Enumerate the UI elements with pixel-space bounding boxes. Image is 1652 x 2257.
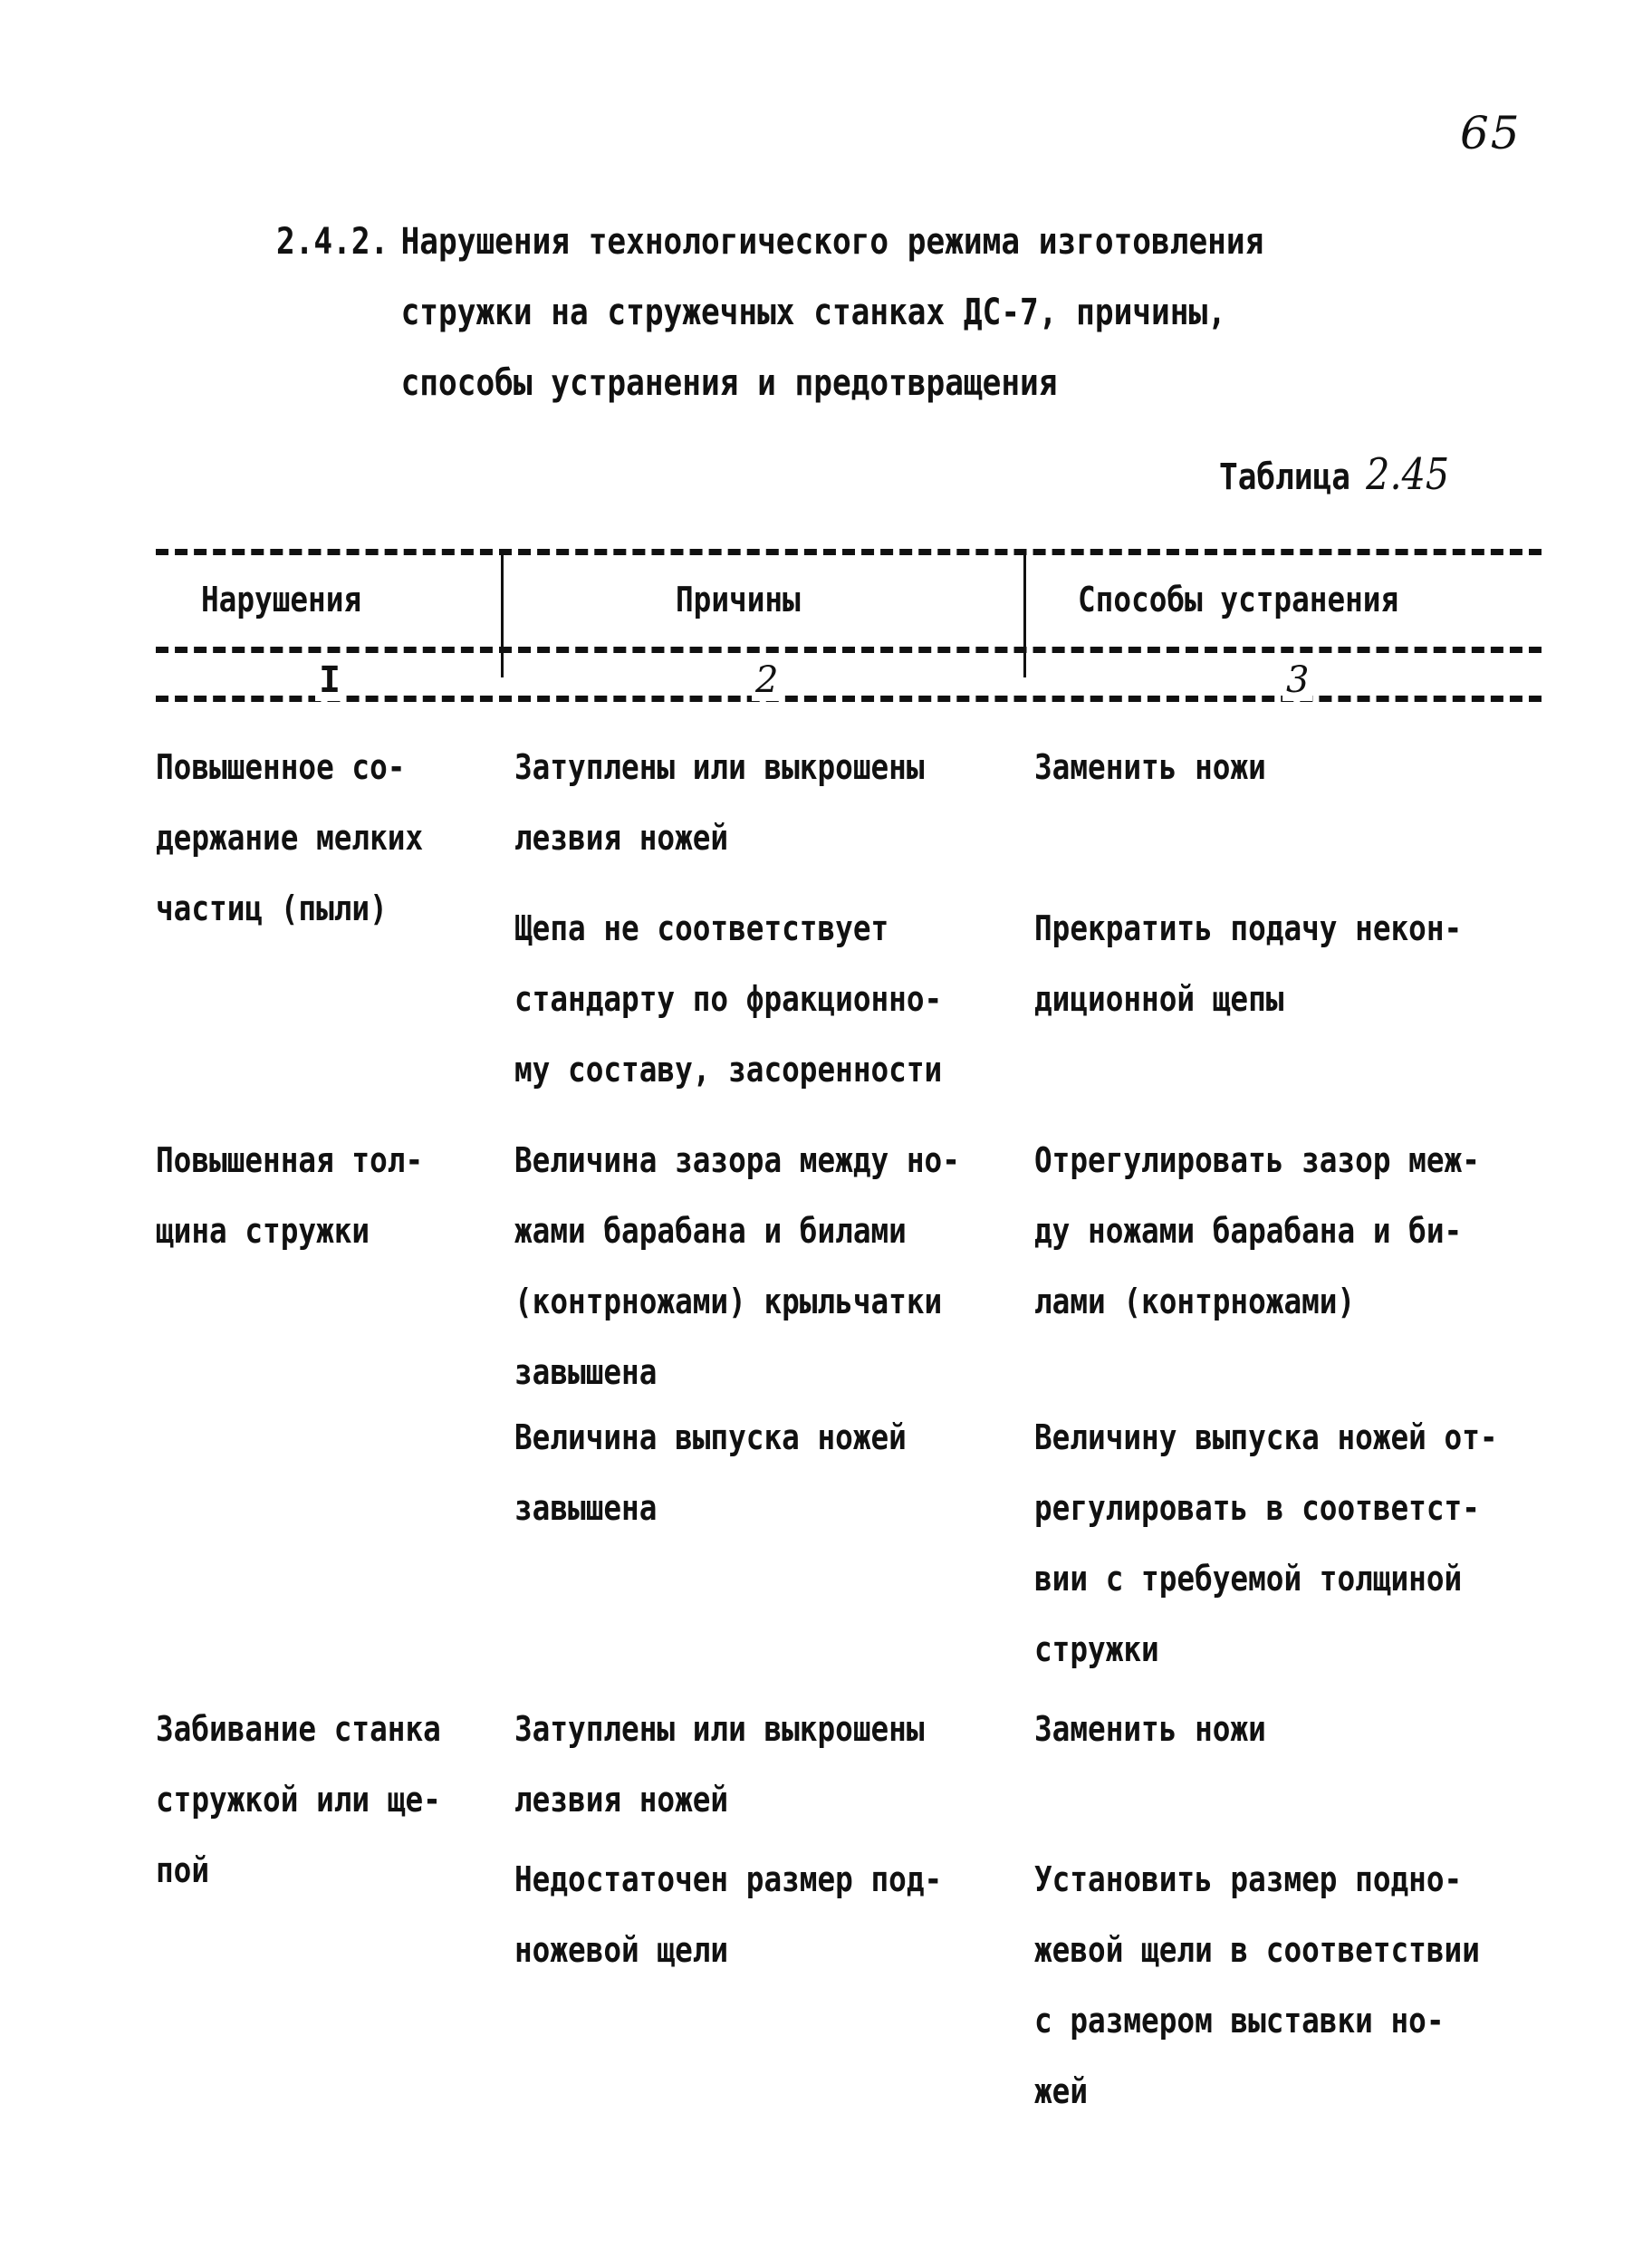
remedy-cell: Величину выпуска ножей от- регулировать в соответст- вии с требуемой толщиной стружки: [1034, 1417, 1498, 1669]
table-header-rule: [156, 647, 1542, 653]
table-number: 2.45: [1366, 449, 1450, 500]
table-numbers-rule: [156, 696, 1542, 702]
cause-cell: Величина выпуска ножей завышена: [514, 1417, 907, 1528]
remedy-cell: Отрегулировать зазор меж- ду ножами барабана и би- лами (контрножами): [1034, 1140, 1480, 1321]
remedy-cell: Установить размер подно- жевой щели в соответствии с размером выставки но- жей: [1034, 1859, 1480, 2111]
remedy-cell: Прекратить подачу некон- диционной щепы: [1034, 908, 1463, 1019]
column-header-remedies: Способы устранения: [1078, 580, 1399, 619]
cause-cell: Затуплены или выкрошены лезвия ножей: [514, 747, 925, 858]
column-number-2: 2: [752, 659, 782, 701]
section-number: 2.4.2.: [276, 221, 389, 263]
table-top-rule: [156, 549, 1542, 555]
violation-cell: Повышенная тол- щина стружки: [156, 1140, 424, 1251]
cause-cell: Щепа не соответствует стандарту по фракционно- му составу, засоренности: [514, 908, 943, 1090]
cause-cell: Недостаточен размер под- ножевой щели: [514, 1859, 943, 1970]
column-separator-2: [1023, 551, 1026, 677]
heading-line-3: способы устранения и предотвращения: [400, 362, 1058, 404]
violation-cell: Повышенное со- держание мелких частиц (пыли): [156, 747, 424, 928]
column-number-1: I: [315, 659, 344, 701]
heading-line-2: стружки на стружечных станках ДС-7, причины,: [400, 292, 1226, 333]
heading-line-1: 2.4.2. Нарушения технологического режима изготовления: [276, 206, 1263, 277]
cause-cell: Величина зазора между но- жами барабана и билами (контрножами) крыльчатки завышена: [514, 1140, 960, 1392]
column-number-3: 3: [1282, 659, 1312, 701]
cause-cell: Затуплены или выкрошены лезвия ножей: [514, 1709, 925, 1820]
remedy-cell: Заменить ножи: [1034, 1709, 1266, 1749]
violation-cell: Забивание станка стружкой или ще- пой: [156, 1709, 441, 1890]
column-header-causes: Причины: [676, 580, 801, 619]
column-separator-1: [501, 551, 504, 677]
remedy-cell: Заменить ножи: [1034, 747, 1266, 787]
table-label: [1219, 449, 1449, 500]
page-number: 65: [1460, 107, 1522, 159]
section-heading: [276, 206, 1263, 418]
table-label-text: Таблица: [1219, 456, 1350, 498]
column-header-violations: Нарушения: [201, 580, 362, 619]
